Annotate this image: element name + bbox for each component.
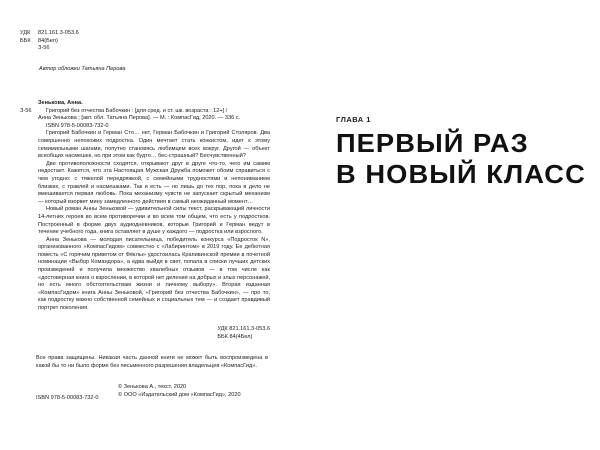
copyright-author: © Зенькова А., текст, 2020 (118, 384, 187, 390)
copyright-publisher: © ООО «Издательский дом «КомпасГид», 2020 (118, 391, 241, 398)
catalog-isbn: ISBN 978-5-00083-732-0 (46, 122, 109, 129)
rights-notice: Все права защищены. Никакая часть данной книги не может быть воспроизведена в какой бы то ни было форме без письменного разрешения владельцев «КомпасГид». (36, 355, 268, 369)
author-code-row (20, 45, 79, 53)
catalog-code-side: З-56 (20, 108, 32, 114)
udk-value: 821.161.3-053.6 (38, 30, 79, 36)
cover-author-credit: Автор обложки Татьяна Перова (39, 66, 126, 72)
bbk-bottom: ББК 84(4Бел) (217, 333, 253, 340)
catalog-line: Григорий без отчества Бабочкин : [для сред. и ст. шк. возраста : 12+] / (46, 107, 228, 114)
author-name: Зенькова, Анна. (38, 100, 83, 106)
annotation-paragraph: Григорий Бабочкин и Герман Сто… нет, Герман Бабочкин и Григорий Столяров. Два совершенно непохожих подростка. Один мечтает стать конкистом, идет к этому семимильными шагами, попутно становясь любимцем всех вокруг. Другой — объект всеобщих насмешек, но при этом как будто… бес-страшный? Бесчувственный? (38, 130, 270, 160)
annotation-paragraph: Анна Зенькова — молодая писательница, победитель конкурса «Подросток N», организованного «КомпасГидом» совместно с «Лабиринтом» в 2019 году. Ее дебютная повесть «С горячим приветом от Фёклы» удостоилась Крапивинской премии в почетной номинации «Выбор Командора», а едва выйдя в свет, попала в списки лучших детских произведений и получила множество хвалебных отзывов — в том числе как «достоверная книга о взрослении, в которой нет деления на добрых и злых персонажей, но есть много обстоятельствам жизни и личному выбору». Вторая изданная «КомпасГидом» книга Анны Зеньковой, «Григорий без отчества Бабочкин», — про то, как подростку важно собственной семейных и социальных тем — и создает правдивый портрет поколения. (38, 236, 270, 312)
chapter-label: ГЛАВА 1 (336, 115, 371, 124)
chapter-title (336, 128, 586, 190)
catalog-line: Анна Зенькова ; [авт. обл. Татьяна Перова]. — М. : КомпасГид, 2020. — 336 с. (38, 115, 241, 122)
catalog-record (38, 100, 270, 313)
copyright-block (118, 384, 241, 399)
right-page (300, 0, 600, 450)
classification-bottom (217, 326, 270, 341)
bbk-value: 84(Бел) (38, 37, 58, 44)
annotation-paragraph: Две противоположности сходятся, открывают друг в друге что-то, чего им самим недостает. Кажется, что эта Настоящая Мужская Дружба поможет обоим справиться с чем угодно: с тяжелой передряжкой, с семейными трудностями и непониманием близких, с травлей и насмешками. Так и есть — но лишь до тех пор, пока в дело не вмешивается первая любовь. Пока механизму чувств не запускает скрытый механизм — который взорвет мину замедленного действия в самый неожиданный момент… (38, 160, 270, 205)
classification-block (20, 30, 79, 53)
bbk-label: ББК (20, 37, 31, 44)
udk-bottom: УДК 821.161.3-053.6 (217, 326, 270, 332)
udk-row (20, 30, 79, 38)
chapter-title-line: В НОВЫЙ КЛАСС (336, 159, 586, 189)
chapter-title-line: ПЕРВЫЙ РАЗ (336, 128, 529, 158)
author-code: З-56 (38, 45, 50, 52)
annotation-paragraph: Новый роман Анны Зеньковой — удивительной силы текст, раскрывающий личности 14-летних героев во всем противоречии и во всем том общем, что есть у подростков. Построенный в форме двух аудиодневников, которые Григорий и Герман ведут в течение учебного года, книга оставляет в душе у каждого — подростка или взрослого. (38, 206, 270, 236)
bbk-row (20, 38, 79, 46)
isbn-bottom: ISBN 978-5-00083-732-0 (36, 395, 99, 401)
udk-label: УДК (20, 30, 31, 36)
